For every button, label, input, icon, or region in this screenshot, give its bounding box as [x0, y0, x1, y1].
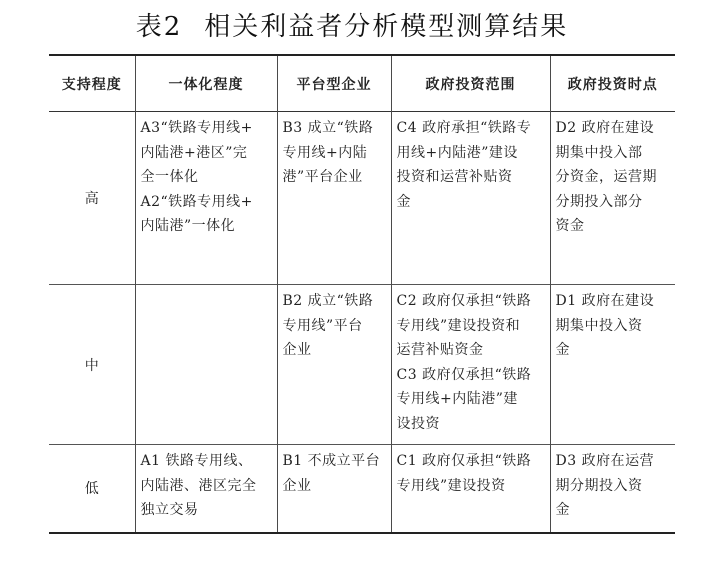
investment-scope-cell — [391, 112, 550, 285]
platform-cell — [277, 445, 391, 533]
platform-cell — [277, 112, 391, 285]
level-cell: 低 — [49, 445, 135, 533]
analysis-table — [49, 54, 675, 534]
cell-text: D3 政府在运营 期分期投入资 金 — [555, 453, 655, 518]
investment-scope-cell — [391, 285, 550, 445]
cell-text: D2 政府在建设 期集中投入部 分资金，运营期 分期投入部分 资金 — [555, 120, 657, 234]
table-number: 表2 — [135, 12, 183, 42]
table-row-low — [49, 445, 675, 533]
table-header-row — [49, 55, 675, 112]
integration-cell — [135, 445, 277, 533]
header-government-investment-scope: 政府投资范围 — [391, 55, 550, 112]
integration-cell — [135, 285, 277, 445]
cell-text: B2 成立“铁路 专用线”平台 企业 — [282, 293, 374, 358]
investment-timing-cell — [550, 285, 675, 445]
platform-cell — [277, 285, 391, 445]
cell-text: B1 不成立平台 企业 — [282, 453, 381, 494]
header-support-level: 支持程度 — [49, 55, 135, 112]
table-row-medium — [49, 285, 675, 445]
cell-text: C2 政府仅承担“铁路 专用线”建设投资和 运营补贴资金 C3 政府仅承担“铁路 专用线+内陆港”建 设投资 — [396, 293, 532, 432]
integration-cell — [135, 112, 277, 285]
investment-timing-cell — [550, 445, 675, 533]
cell-text — [136, 285, 277, 289]
level-cell: 高 — [49, 112, 135, 285]
investment-timing-cell — [550, 112, 675, 285]
cell-text: C4 政府承担“铁路专 用线+内陆港”建设 投资和运营补贴资 金 — [396, 120, 532, 210]
cell-text: B3 成立“铁路 专用线+内陆 港”平台企业 — [282, 120, 374, 185]
cell-text: C1 政府仅承担“铁路 专用线”建设投资 — [396, 453, 532, 494]
header-platform-enterprise: 平台型企业 — [277, 55, 391, 112]
cell-text: A1 铁路专用线、 内陆港、港区完全 独立交易 — [140, 453, 257, 518]
level-cell: 中 — [49, 285, 135, 445]
investment-scope-cell — [391, 445, 550, 533]
table-title: 相关利益者分析模型测算结果 — [204, 12, 569, 42]
table-caption — [0, 6, 704, 43]
header-government-investment-timing: 政府投资时点 — [550, 55, 675, 112]
table-row-high — [49, 112, 675, 285]
cell-text: A3“铁路专用线+ 内陆港+港区”完 全一体化 A2“铁路专用线+ 内陆港”一体化 — [140, 120, 253, 234]
header-integration-level: 一体化程度 — [135, 55, 277, 112]
cell-text: D1 政府在建设 期集中投入资 金 — [555, 293, 655, 358]
